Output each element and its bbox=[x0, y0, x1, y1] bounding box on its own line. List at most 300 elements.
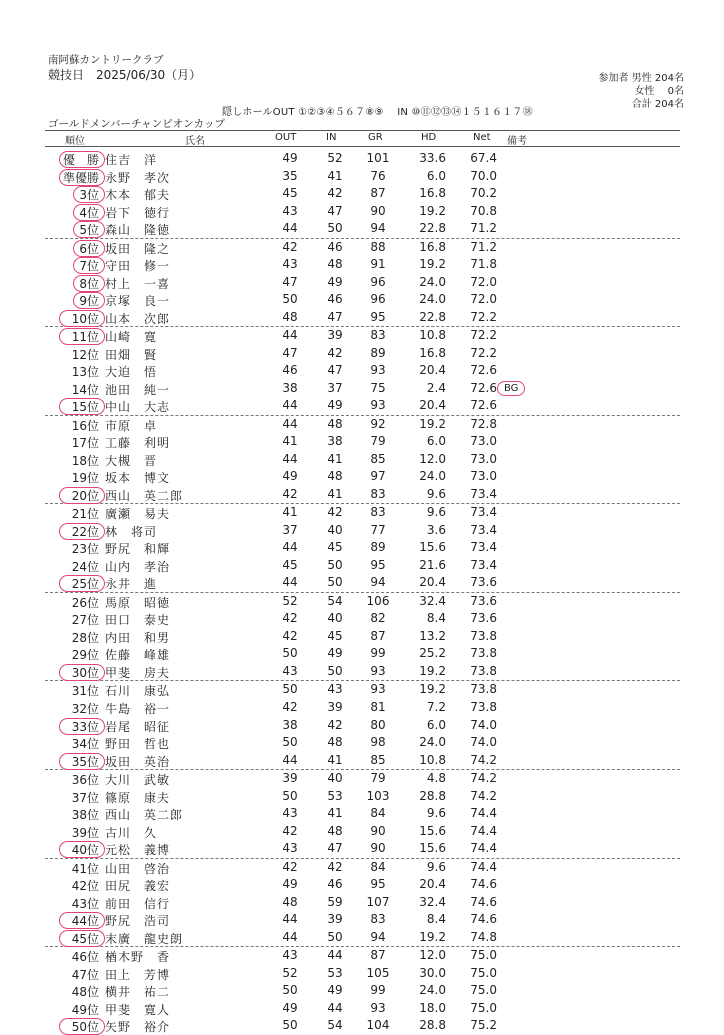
table-row bbox=[45, 610, 680, 628]
results-table bbox=[45, 150, 680, 1035]
cell-name: 工藤 利明 bbox=[105, 436, 171, 451]
cell-rank: 11位 bbox=[71, 330, 99, 345]
table-row bbox=[45, 203, 680, 221]
cell-out: 50 bbox=[282, 1018, 298, 1033]
cell-rank: 21位 bbox=[71, 507, 99, 522]
cell-hd: 16.8 bbox=[419, 345, 446, 360]
cell-hd: 15.6 bbox=[419, 841, 446, 856]
cell-out: 45 bbox=[282, 186, 298, 201]
cell-out: 49 bbox=[282, 877, 298, 892]
cell-net: 74.4 bbox=[470, 806, 497, 821]
cell-rank: 12位 bbox=[71, 347, 99, 362]
cell-name: 甲斐 寛人 bbox=[105, 1002, 171, 1017]
cell-gr: 85 bbox=[370, 752, 386, 767]
cell-rank: 36位 bbox=[71, 773, 99, 788]
cell-gr: 90 bbox=[370, 841, 386, 856]
cell-hd: 20.4 bbox=[419, 398, 446, 413]
cell-in: 41 bbox=[327, 451, 343, 466]
cell-name: 池田 純一 bbox=[105, 382, 171, 397]
cell-gr: 77 bbox=[370, 522, 386, 537]
cell-hd: 28.8 bbox=[419, 788, 446, 803]
cell-rank: 42位 bbox=[71, 879, 99, 894]
cell-name: 守田 修一 bbox=[105, 259, 171, 274]
cell-net: 70.0 bbox=[470, 168, 497, 183]
cell-net: 75.2 bbox=[470, 1018, 497, 1033]
cell-out: 44 bbox=[282, 416, 298, 431]
cell-hd: 16.8 bbox=[419, 239, 446, 254]
cell-net: 73.8 bbox=[470, 663, 497, 678]
cell-net: 71.2 bbox=[470, 221, 497, 236]
cell-net: 74.2 bbox=[470, 752, 497, 767]
cell-name: 田上 芳博 bbox=[105, 967, 171, 982]
cell-out: 39 bbox=[282, 771, 298, 786]
table-row bbox=[45, 593, 680, 611]
cell-hd: 12.0 bbox=[419, 948, 446, 963]
table-row bbox=[45, 504, 680, 522]
cell-net: 73.0 bbox=[470, 451, 497, 466]
cell-name: 山本 次郎 bbox=[105, 311, 171, 326]
cell-gr: 79 bbox=[370, 771, 386, 786]
table-row bbox=[45, 823, 680, 841]
cell-net: 67.4 bbox=[470, 151, 497, 165]
table-row bbox=[45, 256, 680, 274]
table-row bbox=[45, 681, 680, 699]
cell-hd: 19.2 bbox=[419, 663, 446, 678]
cell-hd: 24.0 bbox=[419, 469, 446, 484]
cell-out: 38 bbox=[282, 717, 298, 732]
cell-net: 74.6 bbox=[470, 912, 497, 927]
cell-in: 38 bbox=[327, 434, 343, 449]
cell-in: 47 bbox=[327, 203, 343, 218]
cell-net: 74.0 bbox=[470, 717, 497, 732]
cell-hd: 7.2 bbox=[426, 699, 446, 714]
cell-in: 50 bbox=[327, 929, 343, 944]
cell-gr: 98 bbox=[370, 735, 386, 750]
cell-in: 48 bbox=[327, 823, 343, 838]
table-row bbox=[45, 168, 680, 186]
cell-gr: 83 bbox=[370, 486, 386, 501]
cell-hd: 16.8 bbox=[419, 186, 446, 201]
cell-hd: 2.4 bbox=[426, 380, 446, 395]
cell-hd: 15.6 bbox=[419, 823, 446, 838]
cell-in: 39 bbox=[327, 699, 343, 714]
cell-in: 48 bbox=[327, 257, 343, 272]
table-row bbox=[45, 982, 680, 1000]
cell-hd: 20.4 bbox=[419, 877, 446, 892]
cell-gr: 106 bbox=[366, 593, 390, 608]
cell-gr: 94 bbox=[370, 929, 386, 944]
cell-gr: 81 bbox=[370, 699, 386, 714]
cell-rank: 49位 bbox=[71, 1002, 99, 1017]
col-hd: HD bbox=[421, 132, 437, 143]
cell-net: 73.4 bbox=[470, 505, 497, 520]
cell-in: 49 bbox=[327, 274, 343, 289]
table-row bbox=[45, 1017, 680, 1035]
cell-name: 古川 久 bbox=[105, 825, 158, 840]
cell-out: 43 bbox=[282, 257, 298, 272]
cell-net: 75.0 bbox=[470, 1000, 497, 1015]
participant-stats bbox=[599, 72, 684, 111]
cell-hd: 32.4 bbox=[419, 593, 446, 608]
table-row bbox=[45, 150, 680, 168]
cell-in: 49 bbox=[327, 646, 343, 661]
table-row bbox=[45, 362, 680, 380]
cell-in: 41 bbox=[327, 752, 343, 767]
cell-out: 52 bbox=[282, 965, 298, 980]
cell-gr: 87 bbox=[370, 186, 386, 201]
cell-name: 大迫 悟 bbox=[105, 365, 158, 380]
cell-out: 44 bbox=[282, 221, 298, 236]
cell-rank: 44位 bbox=[71, 914, 99, 929]
cell-rank: 24位 bbox=[71, 559, 99, 574]
cell-name: 石川 康弘 bbox=[105, 684, 171, 699]
col-note: 備考 bbox=[507, 136, 527, 147]
cell-in: 41 bbox=[327, 168, 343, 183]
cell-net: 70.2 bbox=[470, 186, 497, 201]
cell-rank: 29位 bbox=[71, 648, 99, 663]
cell-gr: 95 bbox=[370, 309, 386, 324]
cell-gr: 92 bbox=[370, 416, 386, 431]
cell-hd: 22.8 bbox=[419, 309, 446, 324]
col-net: Net bbox=[473, 132, 491, 143]
cell-rank: 40位 bbox=[71, 843, 99, 858]
cell-in: 53 bbox=[327, 788, 343, 803]
cell-name: 京塚 良一 bbox=[105, 294, 171, 309]
cell-net: 72.8 bbox=[470, 416, 497, 431]
cell-net: 72.6 bbox=[470, 363, 497, 378]
cell-out: 38 bbox=[282, 380, 298, 395]
cell-out: 50 bbox=[282, 983, 298, 998]
table-row bbox=[45, 965, 680, 983]
cell-net: 73.0 bbox=[470, 469, 497, 484]
cell-in: 59 bbox=[327, 894, 343, 909]
cell-out: 44 bbox=[282, 912, 298, 927]
cell-gr: 84 bbox=[370, 806, 386, 821]
cell-hd: 30.0 bbox=[419, 965, 446, 980]
cell-gr: 96 bbox=[370, 274, 386, 289]
cell-in: 44 bbox=[327, 1000, 343, 1015]
cell-net: 72.2 bbox=[470, 328, 497, 343]
cell-out: 43 bbox=[282, 948, 298, 963]
cell-in: 46 bbox=[327, 877, 343, 892]
cell-gr: 84 bbox=[370, 859, 386, 874]
cell-in: 45 bbox=[327, 540, 343, 555]
cell-hd: 19.2 bbox=[419, 682, 446, 697]
cell-net: 73.4 bbox=[470, 486, 497, 501]
cell-out: 50 bbox=[282, 646, 298, 661]
cell-name: 矢野 裕介 bbox=[105, 1020, 171, 1035]
cell-name: 野田 哲也 bbox=[105, 737, 171, 752]
cell-name: 坂本 博文 bbox=[105, 471, 171, 486]
table-row bbox=[45, 486, 680, 505]
table-row bbox=[45, 929, 680, 948]
cell-hd: 10.8 bbox=[419, 752, 446, 767]
cell-out: 42 bbox=[282, 859, 298, 874]
cell-hd: 4.8 bbox=[426, 771, 446, 786]
cell-rank: 優 勝 bbox=[62, 153, 99, 167]
cell-net: 73.0 bbox=[470, 434, 497, 449]
female-count: 女性 0名 bbox=[634, 86, 684, 97]
cell-gr: 93 bbox=[370, 682, 386, 697]
cell-hd: 9.6 bbox=[426, 806, 446, 821]
cell-out: 43 bbox=[282, 663, 298, 678]
cell-rank: 6位 bbox=[79, 241, 99, 256]
cell-net: 73.6 bbox=[470, 593, 497, 608]
cell-hd: 8.4 bbox=[426, 611, 446, 626]
cell-gr: 87 bbox=[370, 628, 386, 643]
cell-name: 廣瀬 易夫 bbox=[105, 507, 171, 522]
cell-hd: 12.0 bbox=[419, 451, 446, 466]
cell-in: 49 bbox=[327, 983, 343, 998]
cell-gr: 93 bbox=[370, 663, 386, 678]
table-row bbox=[45, 663, 680, 682]
cell-net: 72.6 bbox=[470, 398, 497, 413]
cell-net: 75.0 bbox=[470, 983, 497, 998]
column-header bbox=[45, 130, 680, 147]
cell-name: 元松 義博 bbox=[105, 843, 171, 858]
table-row bbox=[45, 220, 680, 239]
cell-gr: 105 bbox=[366, 965, 390, 980]
cell-out: 47 bbox=[282, 345, 298, 360]
cell-out: 41 bbox=[282, 505, 298, 520]
cell-name: 木本 郁夫 bbox=[105, 188, 171, 203]
cell-in: 41 bbox=[327, 806, 343, 821]
table-row bbox=[45, 274, 680, 292]
table-row bbox=[45, 734, 680, 752]
cell-name: 西山 英二郎 bbox=[105, 808, 184, 823]
cell-gr: 89 bbox=[370, 540, 386, 555]
cell-in: 45 bbox=[327, 628, 343, 643]
col-out: OUT bbox=[275, 132, 297, 143]
cell-gr: 91 bbox=[370, 257, 386, 272]
cell-rank: 47位 bbox=[71, 967, 99, 982]
cell-in: 47 bbox=[327, 363, 343, 378]
cell-out: 44 bbox=[282, 575, 298, 590]
cell-gr: 99 bbox=[370, 646, 386, 661]
cell-name: 森山 隆徳 bbox=[105, 223, 171, 238]
table-row bbox=[45, 574, 680, 593]
cell-rank: 43位 bbox=[71, 896, 99, 911]
cell-name: 岩尾 昭征 bbox=[105, 719, 171, 734]
cell-rank: 27位 bbox=[71, 613, 99, 628]
cell-out: 48 bbox=[282, 309, 298, 324]
cell-net: 73.8 bbox=[470, 646, 497, 661]
cell-rank: 5位 bbox=[79, 223, 99, 238]
cell-in: 48 bbox=[327, 735, 343, 750]
cell-gr: 107 bbox=[366, 894, 390, 909]
cell-net: 73.6 bbox=[470, 575, 497, 590]
table-row bbox=[45, 557, 680, 575]
cell-in: 42 bbox=[327, 859, 343, 874]
table-row bbox=[45, 416, 680, 434]
cell-in: 54 bbox=[327, 1018, 343, 1033]
cell-hd: 19.2 bbox=[419, 257, 446, 272]
cell-gr: 85 bbox=[370, 451, 386, 466]
cell-net: 72.0 bbox=[470, 292, 497, 307]
cell-gr: 89 bbox=[370, 345, 386, 360]
cell-rank: 7位 bbox=[79, 259, 99, 274]
cell-rank: 37位 bbox=[71, 790, 99, 805]
cell-in: 43 bbox=[327, 682, 343, 697]
cell-gr: 83 bbox=[370, 328, 386, 343]
cell-out: 42 bbox=[282, 239, 298, 254]
cell-rank: 8位 bbox=[79, 276, 99, 291]
cell-out: 47 bbox=[282, 274, 298, 289]
cell-rank: 25位 bbox=[71, 577, 99, 592]
cell-in: 50 bbox=[327, 575, 343, 590]
cell-name: 村上 一喜 bbox=[105, 276, 171, 291]
cell-out: 41 bbox=[282, 434, 298, 449]
cell-rank: 46位 bbox=[71, 950, 99, 965]
cell-out: 48 bbox=[282, 894, 298, 909]
cell-gr: 97 bbox=[370, 469, 386, 484]
cell-name: 山内 孝治 bbox=[105, 559, 171, 574]
cell-hd: 6.0 bbox=[426, 168, 446, 183]
cell-rank: 33位 bbox=[71, 719, 99, 734]
table-row bbox=[45, 859, 680, 877]
cell-rank: 13位 bbox=[71, 365, 99, 380]
cell-hd: 10.8 bbox=[419, 328, 446, 343]
cell-name: 住吉 洋 bbox=[105, 153, 158, 167]
competition-date: 競技日 2025/06/30（月） bbox=[48, 68, 202, 82]
cell-out: 44 bbox=[282, 398, 298, 413]
table-row bbox=[45, 770, 680, 788]
cell-gr: 82 bbox=[370, 611, 386, 626]
cell-out: 49 bbox=[282, 1000, 298, 1015]
cell-out: 45 bbox=[282, 557, 298, 572]
table-row bbox=[45, 752, 680, 771]
cell-out: 44 bbox=[282, 451, 298, 466]
cell-in: 42 bbox=[327, 345, 343, 360]
cell-rank: 48位 bbox=[71, 985, 99, 1000]
cell-hd: 15.6 bbox=[419, 540, 446, 555]
table-row bbox=[45, 345, 680, 363]
col-gr: GR bbox=[368, 132, 383, 143]
cell-name: 中山 大志 bbox=[105, 400, 171, 415]
cell-out: 44 bbox=[282, 540, 298, 555]
cell-rank: 26位 bbox=[71, 595, 99, 610]
table-row bbox=[45, 397, 680, 416]
cell-name: 山崎 寛 bbox=[105, 330, 158, 345]
cell-rank: 34位 bbox=[71, 737, 99, 752]
cell-in: 53 bbox=[327, 965, 343, 980]
table-row bbox=[45, 788, 680, 806]
cell-gr: 104 bbox=[366, 1018, 390, 1033]
cell-in: 50 bbox=[327, 221, 343, 236]
table-row bbox=[45, 522, 680, 540]
table-row bbox=[45, 876, 680, 894]
cell-rank: 23位 bbox=[71, 542, 99, 557]
cell-out: 52 bbox=[282, 593, 298, 608]
table-row bbox=[45, 840, 680, 859]
cell-out: 43 bbox=[282, 841, 298, 856]
cell-hd: 33.6 bbox=[419, 151, 446, 165]
total-count: 合計 204名 bbox=[631, 99, 684, 110]
cell-name: 楢木野 香 bbox=[105, 950, 171, 965]
table-row bbox=[45, 309, 680, 328]
cell-in: 40 bbox=[327, 522, 343, 537]
cell-in: 37 bbox=[327, 380, 343, 395]
cell-net: 72.0 bbox=[470, 274, 497, 289]
cell-name: 坂田 隆之 bbox=[105, 241, 171, 256]
cell-hd: 6.0 bbox=[426, 717, 446, 732]
cell-name: 横井 祐二 bbox=[105, 985, 171, 1000]
cell-name: 佐藤 峰雄 bbox=[105, 648, 171, 663]
table-row bbox=[45, 291, 680, 309]
cell-in: 47 bbox=[327, 309, 343, 324]
cell-rank: 17位 bbox=[71, 436, 99, 451]
cell-out: 37 bbox=[282, 522, 298, 537]
cell-in: 50 bbox=[327, 663, 343, 678]
cell-gr: 80 bbox=[370, 717, 386, 732]
cell-net: 74.0 bbox=[470, 735, 497, 750]
hidden-holes: 隠しホールOUT ①②③④５６７⑧⑨ IN ⑩⑪⑫⑬⑭１５１６１７⑱ bbox=[222, 107, 533, 118]
cell-out: 42 bbox=[282, 823, 298, 838]
cell-hd: 21.6 bbox=[419, 557, 446, 572]
event-title: ゴールドメンバーチャンピオンカップ bbox=[48, 118, 226, 130]
table-row bbox=[45, 451, 680, 469]
cell-gr: 90 bbox=[370, 823, 386, 838]
table-row bbox=[45, 468, 680, 486]
cell-gr: 99 bbox=[370, 983, 386, 998]
cell-gr: 94 bbox=[370, 575, 386, 590]
cell-hd: 24.0 bbox=[419, 274, 446, 289]
table-row bbox=[45, 645, 680, 663]
cell-name: 山田 啓治 bbox=[105, 861, 171, 876]
cell-rank: 19位 bbox=[71, 471, 99, 486]
cell-out: 42 bbox=[282, 611, 298, 626]
cell-out: 50 bbox=[282, 735, 298, 750]
cell-hd: 6.0 bbox=[426, 434, 446, 449]
cell-gr: 79 bbox=[370, 434, 386, 449]
cell-rank: 22位 bbox=[71, 524, 99, 539]
cell-rank: 31位 bbox=[71, 684, 99, 699]
cell-name: 野尻 和輝 bbox=[105, 542, 171, 557]
col-rank: 順位 bbox=[65, 136, 85, 147]
table-row bbox=[45, 380, 680, 398]
cell-hd: 18.0 bbox=[419, 1000, 446, 1015]
cell-rank: 35位 bbox=[71, 754, 99, 769]
cell-gr: 95 bbox=[370, 877, 386, 892]
cell-gr: 76 bbox=[370, 168, 386, 183]
cell-gr: 96 bbox=[370, 292, 386, 307]
cell-hd: 20.4 bbox=[419, 363, 446, 378]
cell-rank: 41位 bbox=[71, 861, 99, 876]
cell-in: 39 bbox=[327, 328, 343, 343]
cell-name: 西山 英二郎 bbox=[105, 488, 184, 503]
cell-rank: 3位 bbox=[79, 188, 99, 203]
cell-in: 54 bbox=[327, 593, 343, 608]
table-row bbox=[45, 1000, 680, 1018]
cell-rank: 準優勝 bbox=[62, 170, 99, 185]
cell-in: 48 bbox=[327, 416, 343, 431]
cell-in: 48 bbox=[327, 469, 343, 484]
cell-name: 牛島 裕一 bbox=[105, 701, 171, 716]
cell-hd: 28.8 bbox=[419, 1018, 446, 1033]
cell-gr: 83 bbox=[370, 912, 386, 927]
table-row bbox=[45, 433, 680, 451]
cell-name: 末廣 龍史朗 bbox=[105, 931, 184, 946]
cell-in: 42 bbox=[327, 505, 343, 520]
cell-rank: 18位 bbox=[71, 453, 99, 468]
table-row bbox=[45, 628, 680, 646]
cell-out: 50 bbox=[282, 292, 298, 307]
cell-rank: 45位 bbox=[71, 931, 99, 946]
table-row bbox=[45, 239, 680, 257]
cell-out: 50 bbox=[282, 682, 298, 697]
cell-net: 72.2 bbox=[470, 309, 497, 324]
cell-net: 70.8 bbox=[470, 203, 497, 218]
